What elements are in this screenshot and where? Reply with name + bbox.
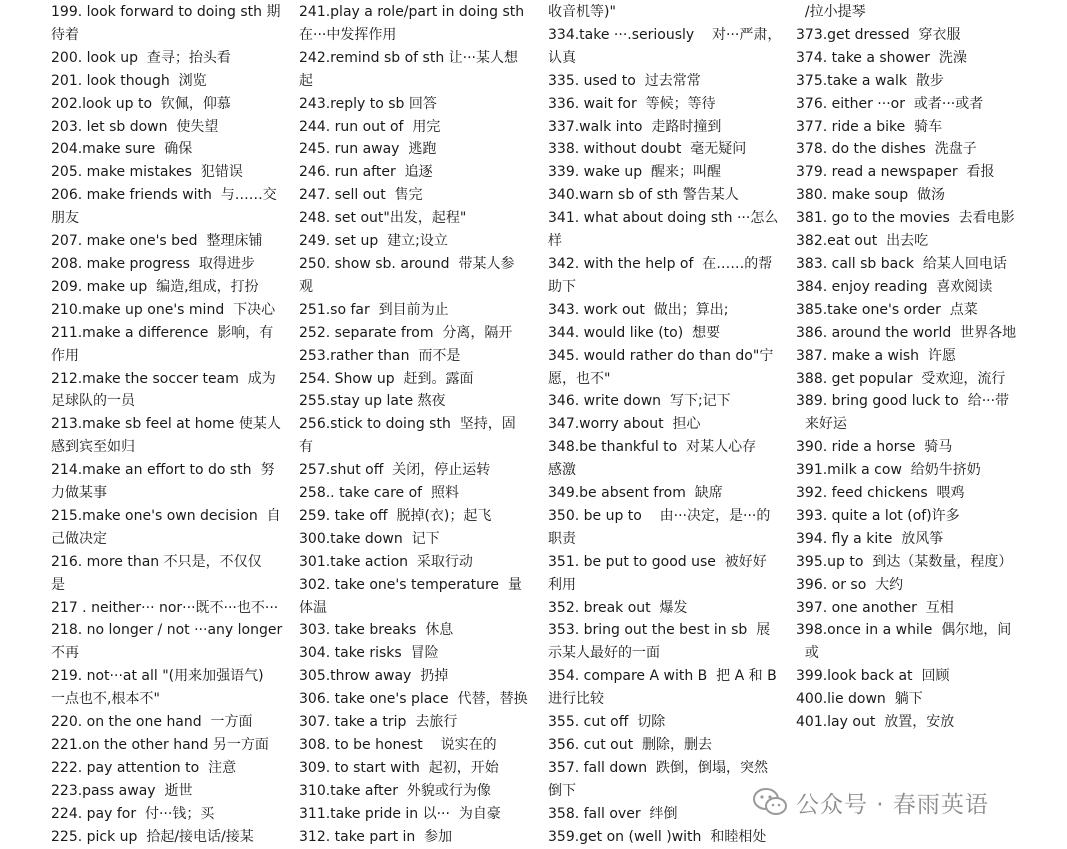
phrase-line: 作用 [51,347,79,364]
phrase-line: 310.take after 外貌或行为像 [299,782,491,799]
phrase-line: 观 [299,278,313,295]
phrase-line: 223.pass away 逝世 [51,782,193,799]
phrase-line: 204.make sure 确保 [51,141,193,158]
phrase-line: 401.lay out 放置，安放 [796,714,955,731]
phrase-line: 350. be up to 由···决定，是···的 [548,507,771,524]
phrase-line: 己做决定 [51,530,107,547]
phrase-line: 221.on the other hand 另一方面 [51,737,269,753]
phrase-line: 248. set out"出发，起程" [299,210,467,227]
phrase-line: 340.warn sb of sth 警告某人 [548,187,739,204]
phrase-line: 进行比较 [548,691,604,708]
phrase-line: 380. make soup 做汤 [796,187,946,204]
phrase-line: 253.rather than 而不是 [299,347,461,364]
phrase-line: 199. look forward to doing sth 期 [51,4,281,20]
phrase-line: 351. be put to good use 被好好 [548,553,767,570]
phrase-line: 样 [548,233,562,250]
phrase-line: 207. make one's bed 整理床铺 [51,233,263,250]
phrase-line: 感激 [548,462,576,479]
phrase-line: 308. to be honest 说实在的 [299,737,497,753]
phrase-line: 355. cut off 切除 [548,714,666,731]
phrase-line: 体温 [299,599,327,616]
phrase-line: 或 [796,645,819,662]
phrase-line: 374. take a shower 洗澡 [796,49,967,66]
watermark [752,785,989,819]
phrase-line: 起 [299,72,313,89]
phrase-line: 218. no longer / not ···any longer [51,622,283,639]
phrase-line: 217 . neither··· nor···既不···也不··· [51,599,279,616]
phrase-line: 在···中发挥作用 [299,26,397,43]
phrase-line: 242.remind sb of sth 让···某人想 [299,49,519,66]
phrase-line: 244. run out of 用完 [299,118,441,135]
phrase-line: 375.take a walk 散步 [796,72,944,89]
phrase-line: 379. read a newspaper 看报 [796,164,995,181]
phrase-line: 300.take down 记下 [299,530,440,547]
phrase-line: 225. pick up 拾起/接电话/接某 [51,828,254,845]
phrase-line: 390. ride a horse 骑马 [796,439,953,456]
phrase-line: 359.get on (well )with 和睦相处 [548,828,767,845]
phrase-line: 349.be absent from 缺席 [548,485,723,502]
phrase-line: 348.be thankful to 对某人心存 [548,439,757,456]
phrase-line: 249. set up 建立;设立 [299,233,448,250]
phrase-line: 342. with the help of 在……的帮 [548,255,773,272]
phrase-line: 347.worry about 担心 [548,416,701,433]
phrase-line: 396. or so 大约 [796,576,904,593]
phrase-line: 215.make one's own decision 自 [51,507,281,524]
phrase-line: 243.reply to sb 回答 [299,95,437,112]
phrase-line: 收音机等)" [548,4,616,20]
phrase-line: 246. run after 追逐 [299,164,433,181]
phrase-line: 213.make sb feel at home 使某人 [51,416,281,433]
phrase-line: 示某人最好的一面 [548,645,660,662]
phrase-line: 385.take one's order 点菜 [796,301,978,318]
phrase-line: 306. take one's place 代替，替换 [299,691,528,708]
phrase-line: 是 [51,576,65,593]
phrase-line: 397. one another 互相 [796,599,954,616]
phrase-line: 205. make mistakes 犯错误 [51,164,243,181]
phrase-line: 393. quite a lot (of)许多 [796,507,960,524]
phrase-line: 387. make a wish 许愿 [796,347,956,364]
phrase-line: 256.stick to doing sth 坚持，固 [299,416,516,433]
phrase-line: 211.make a difference 影响，有 [51,324,274,341]
wechat-icon [752,787,788,817]
phrase-line: 259. take off 脱掉(衣)；起飞 [299,507,492,524]
phrase-line: /拉小提琴 [796,4,866,20]
phrase-line: 305.throw away 扔掉 [299,668,449,685]
phrase-line: 224. pay for 付···钱；买 [51,805,215,822]
phrase-line: 394. fly a kite 放风筝 [796,530,944,547]
phrase-line: 341. what about doing sth ···怎么 [548,210,779,227]
column-4 [796,1,1018,734]
column-1 [51,1,283,849]
phrase-line: 386. around the world 世界各地 [796,324,1017,341]
phrase-line: 353. bring out the best in sb 展 [548,622,771,639]
phrase-line: 352. break out 爆发 [548,599,688,616]
phrase-line: 339. wake up 醒来；叫醒 [548,164,721,181]
phrase-line: 一点也不,根本不" [51,691,160,708]
phrase-line: 258.. take care of 照料 [299,485,459,502]
phrase-line: 383. call sb back 给某人回电话 [796,255,1007,272]
phrase-line: 344. would like (to) 想要 [548,324,721,341]
phrase-line: 254. Show up 赶到。露面 [299,370,474,387]
phrase-line: 376. either ···or 或者···或者 [796,95,984,112]
column-3 [548,1,782,849]
phrase-line: 312. take part in 参加 [299,828,453,845]
phrase-line: 373.get dressed 穿衣服 [796,26,961,43]
phrase-line: 251.so far 到目前为止 [299,301,449,318]
phrase-line: 356. cut out 删除，删去 [548,737,712,753]
phrase-line: 311.take pride in 以··· 为自豪 [299,805,501,822]
phrase-line: 255.stay up late 熬夜 [299,393,446,410]
phrase-line: 384. enjoy reading 喜欢阅读 [796,278,993,295]
phrase-line: 208. make progress 取得进步 [51,255,255,272]
phrase-line: 222. pay attention to 注意 [51,759,237,776]
phrase-line: 214.make an effort to do sth 努 [51,462,275,479]
phrase-line: 307. take a trip 去旅行 [299,714,458,731]
phrase-line: 220. on the one hand 一方面 [51,714,253,731]
phrase-line: 足球队的一员 [51,393,135,410]
phrase-line: 400.lie down 躺下 [796,691,923,708]
phrase-line: 212.make the soccer team 成为 [51,370,276,387]
phrase-line: 357. fall down 跌倒，倒塌，突然 [548,759,769,776]
phrase-line: 335. used to 过去常常 [548,72,701,89]
phrase-line: 392. feed chickens 喂鸡 [796,485,965,502]
phrase-line: 250. show sb. around 带某人参 [299,255,515,272]
phrase-line: 303. take breaks 休息 [299,622,454,639]
phrase-line: 219. not···at all "(用来加强语气) [51,668,264,685]
phrase-line: 待着 [51,26,79,43]
phrase-line: 有 [299,439,313,456]
phrase-line: 206. make friends with 与……交 [51,187,277,204]
phrase-line: 399.look back at 回顾 [796,668,950,685]
phrase-line: 247. sell out 售完 [299,187,423,204]
phrase-line: 334.take ···.seriously 对···严肃， [548,26,782,43]
phrase-line: 感到宾至如归 [51,439,135,456]
phrase-line: 不再 [51,645,79,662]
phrase-line: 认真 [548,49,576,66]
phrase-line: 倒下 [548,782,576,799]
phrase-line: 398.once in a while 偶尔地，间 [796,622,1012,639]
phrase-line: 257.shut off 关闭，停止运转 [299,462,491,479]
phrase-line: 391.milk a cow 给奶牛挤奶 [796,462,981,479]
phrase-line: 202.look up to 钦佩，仰慕 [51,95,231,112]
phrase-line: 252. separate from 分离，隔开 [299,324,513,341]
phrase-line: 241.play a role/part in doing sth [299,4,525,20]
phrase-line: 395.up to 到达（某数量，程度） [796,553,1013,570]
phrase-line: 378. do the dishes 洗盘子 [796,141,977,158]
phrase-line: 354. compare A with B 把 A 和 B [548,668,777,685]
phrase-line: 343. work out 做出；算出; [548,301,729,318]
phrase-line: 职责 [548,530,576,547]
phrase-line: 309. to start with 起初，开始 [299,759,499,776]
phrase-line: 216. more than 不只是，不仅仅 [51,553,262,570]
phrase-line: 210.make up one's mind 下决心 [51,301,276,318]
phrase-line: 朋友 [51,210,79,227]
phrase-line: 337.walk into 走路时撞到 [548,118,722,135]
phrase-line: 助下 [548,278,576,295]
phrase-line: 346. write down 写下;记下 [548,393,731,410]
phrase-line: 381. go to the movies 去看电影 [796,210,1015,227]
phrase-line: 377. ride a bike 骑车 [796,118,943,135]
phrase-line: 336. wait for 等候；等待 [548,95,716,112]
phrase-line: 345. would rather do than do"宁 [548,347,774,364]
phrase-line: 来好运 [796,416,847,433]
phrase-line: 力做某事 [51,485,107,502]
phrase-line: 389. bring good luck to 给···带 [796,393,1010,410]
phrase-line: 愿，也不" [548,370,611,387]
phrase-line: 201. look though 浏览 [51,72,207,89]
phrase-line: 301.take action 采取行动 [299,553,473,570]
phrase-line: 302. take one's temperature 量 [299,576,522,593]
phrase-line: 388. get popular 受欢迎，流行 [796,370,1006,387]
phrase-line: 200. look up 查寻；抬头看 [51,49,231,66]
column-2 [299,1,528,849]
watermark-text: 公众号 · 春雨英语 [796,791,989,818]
phrase-line: 利用 [548,576,576,593]
phrase-line: 203. let sb down 使失望 [51,118,219,135]
phrase-line: 358. fall over 绊倒 [548,805,678,822]
phrase-line: 245. run away 逃跑 [299,141,437,158]
phrase-line: 304. take risks 冒险 [299,645,439,662]
phrase-line: 382.eat out 出去吃 [796,233,929,250]
phrase-line: 209. make up 编造,组成，打扮 [51,278,259,295]
phrase-line: 338. without doubt 毫无疑问 [548,141,747,158]
